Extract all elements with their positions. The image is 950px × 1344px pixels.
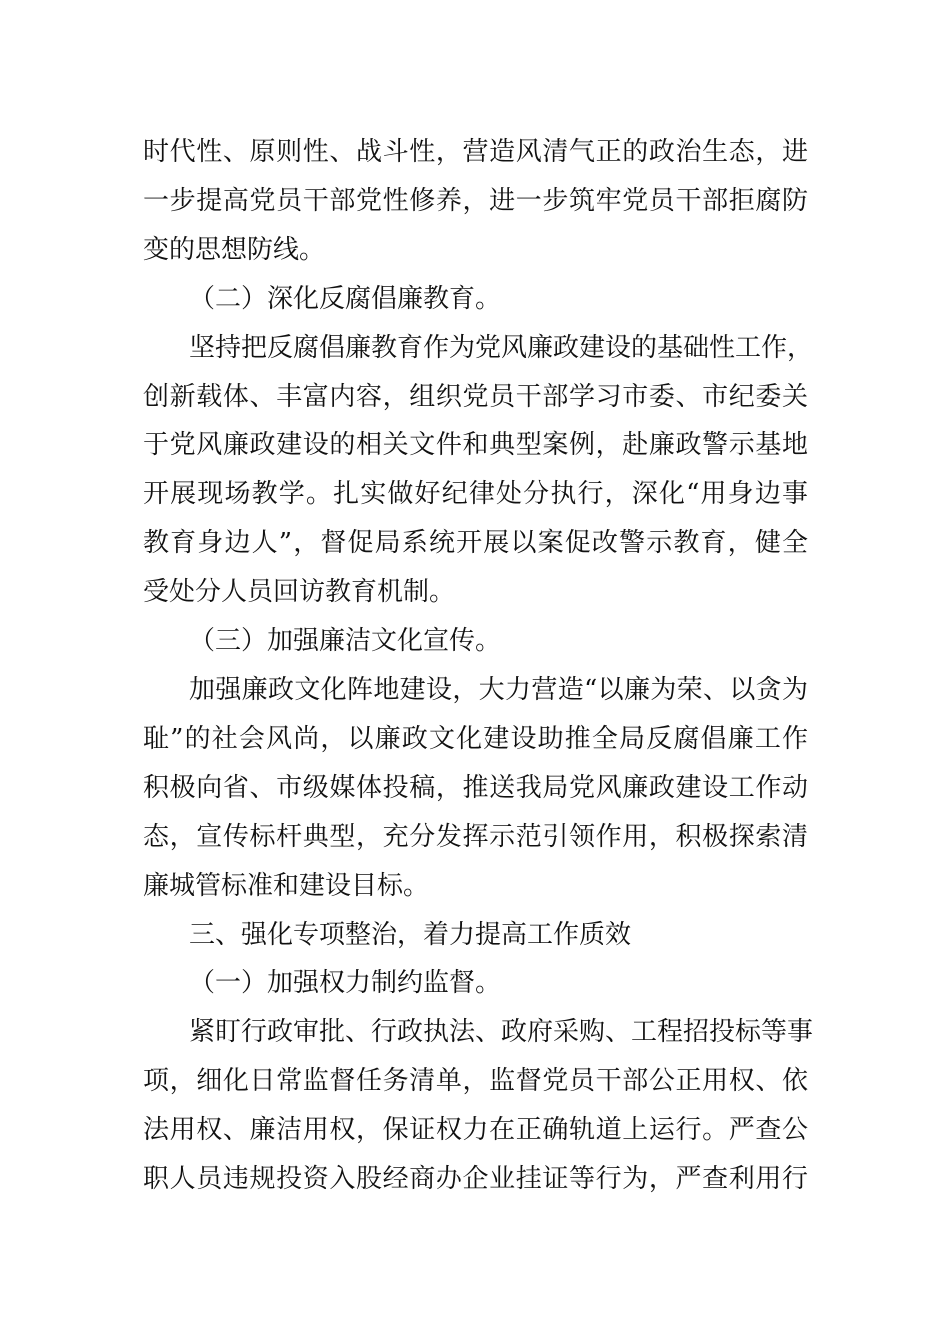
text-line: 时代性、原则性、战斗性，营造风清气正的政治生态，进 — [143, 137, 808, 167]
section-heading-special-rectification — [143, 911, 808, 960]
text-line: 于党风廉政建设的相关文件和典型案例，赴廉政警示基地 — [143, 430, 808, 461]
text-line: 三、强化专项整治，着力提高工作质效 — [189, 919, 632, 950]
text-line: 创新载体、丰富内容，组织党员干部学习市委、市纪委关 — [143, 381, 808, 412]
text-line: 坚持把反腐倡廉教育作为党风廉政建设的基础性工作， — [189, 332, 814, 363]
text-line: 项，细化日常监督任务清单，监督党员干部公正用权、依 — [143, 1066, 808, 1097]
text-line: 紧盯行政审批、行政执法、政府采购、工程招投标等事 — [189, 1017, 814, 1048]
subheading-culture-promotion — [143, 617, 808, 666]
text-line: 态，宣传标杆典型，充分发挥示范引领作用，积极探索清 — [143, 821, 808, 852]
text-line: 变的思想防线。 — [143, 234, 326, 265]
text-line: 耻”的社会风尚，以廉政文化建设助推全局反腐倡廉工作 — [143, 723, 808, 754]
text-line: 教育身边人”，督促局系统开展以案促改警示教育，健全 — [143, 528, 808, 559]
text-line: （一）加强权力制约监督。 — [189, 968, 502, 999]
text-line: 开展现场教学。扎实做好纪律处分执行，深化“用身边事 — [143, 479, 808, 510]
subheading-power-supervision — [143, 959, 808, 1008]
subheading-deepen-education — [143, 275, 808, 324]
paragraph-culture — [143, 666, 808, 911]
paragraph-education — [143, 324, 814, 617]
text-line: 一步提高党员干部党性修养，进一步筑牢党员干部拒腐防 — [143, 185, 808, 216]
document-body — [143, 128, 814, 1204]
text-line: 受处分人员回访教育机制。 — [143, 577, 456, 608]
paragraph-supervision — [143, 1008, 814, 1204]
text-line: （二）深化反腐倡廉教育。 — [189, 283, 502, 314]
text-line: 积极向省、市级媒体投稿，推送我局党风廉政建设工作动 — [143, 772, 808, 803]
text-line: 法用权、廉洁用权，保证权力在正确轨道上运行。严查公 — [143, 1115, 808, 1146]
text-line: 加强廉政文化阵地建设，大力营造“以廉为荣、以贪为 — [189, 674, 808, 705]
text-line: （三）加强廉洁文化宣传。 — [189, 626, 502, 657]
text-line: 廉城管标准和建设目标。 — [143, 870, 430, 901]
paragraph-continuation — [143, 128, 808, 275]
text-line: 职人员违规投资入股经商办企业挂证等行为，严查利用行 — [143, 1164, 808, 1195]
